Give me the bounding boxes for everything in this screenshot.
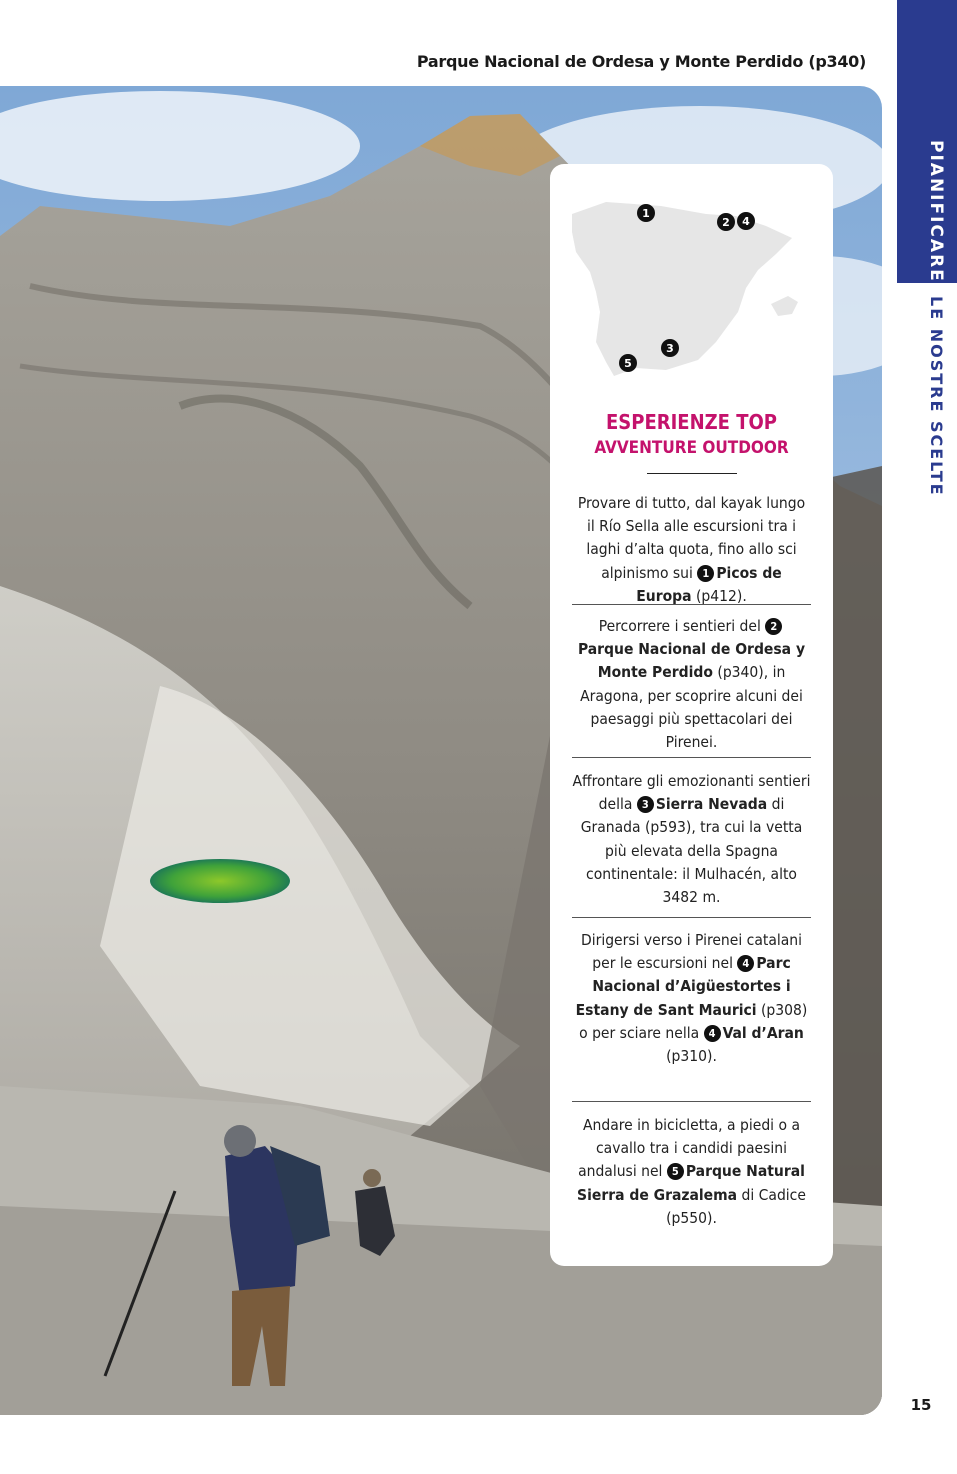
panel-title: ESPERIENZE TOP [606, 410, 777, 434]
spain-locator-map [566, 192, 816, 392]
experience-item: Dirigersi verso i Pirenei catalani per le escursioni nel 4 Parc Nacional d’Aigüestortes i Estany de Sant Maurici (p308) o per sciare nella 4 Val d’Aran (p310). [572, 917, 811, 1101]
marker-number: 4 [704, 1025, 721, 1042]
map-marker [737, 212, 755, 230]
marker-number: 2 [765, 618, 782, 635]
svg-text:5: 5 [624, 357, 632, 370]
marker-number: 3 [637, 796, 654, 813]
marker-number: 1 [697, 565, 714, 582]
balearic-islands [771, 296, 798, 316]
page-number: 15 [910, 1396, 932, 1414]
place-name: Parque Natural Sierra de Grazalema [577, 1162, 805, 1204]
experience-item: Affrontare gli emozionanti sentieri della 3 Sierra Nevada di Granada (p593), tra cui la vetta più elevata della Spagna continentale: il Mulhacén, alto 3482 m. [572, 757, 811, 917]
svg-text:3: 3 [666, 342, 674, 355]
photo-caption: Parque Nacional de Ordesa y Monte Perdido (p340) [416, 52, 866, 71]
svg-text:1: 1 [642, 207, 650, 220]
map-marker [619, 354, 637, 372]
map-marker [717, 213, 735, 231]
marker-number: 5 [667, 1163, 684, 1180]
svg-text:4: 4 [742, 215, 750, 228]
place-name: Val d’Aran [722, 1023, 804, 1042]
spain-silhouette [572, 202, 792, 376]
map-marker [661, 339, 679, 357]
experience-item: Provare di tutto, dal kayak lungo il Río Sella alle escursioni tra i laghi d’alta quota, fino allo sci alpinismo sui 1 Picos de Europa (p412). [577, 494, 806, 604]
section-label: PIANIFICARE [926, 140, 946, 283]
place-name: Parc Nacional d’Aigüestortes i Estany de Sant Maurici [575, 954, 791, 1019]
experience-item: Andare in bicicletta, a piedi o a cavallo tra i candidi paesini andalusi nel 5 Parque Natural Sierra de Grazalema di Cadice (p550). [572, 1101, 811, 1241]
subsection-label: LE NOSTRE SCELTE [927, 296, 946, 497]
svg-text:2: 2 [722, 216, 730, 229]
marker-number: 4 [737, 955, 754, 972]
highlights-panel [550, 164, 833, 1266]
map-marker [637, 204, 655, 222]
place-name: Parque Nacional de Ordesa y Monte Perdido [577, 640, 806, 682]
panel-subtitle: AVVENTURE OUTDOOR [594, 438, 789, 458]
place-name: Sierra Nevada [655, 795, 768, 814]
experience-item: Percorrere i sentieri del 2Parque Nacional de Ordesa y Monte Perdido (p340), in Aragona, per scoprire alcuni dei paesaggi più spettacolari dei Pirenei. [572, 604, 811, 757]
place-name: Picos de Europa [636, 563, 782, 604]
title-divider [647, 473, 737, 474]
experience-list [572, 488, 811, 1241]
